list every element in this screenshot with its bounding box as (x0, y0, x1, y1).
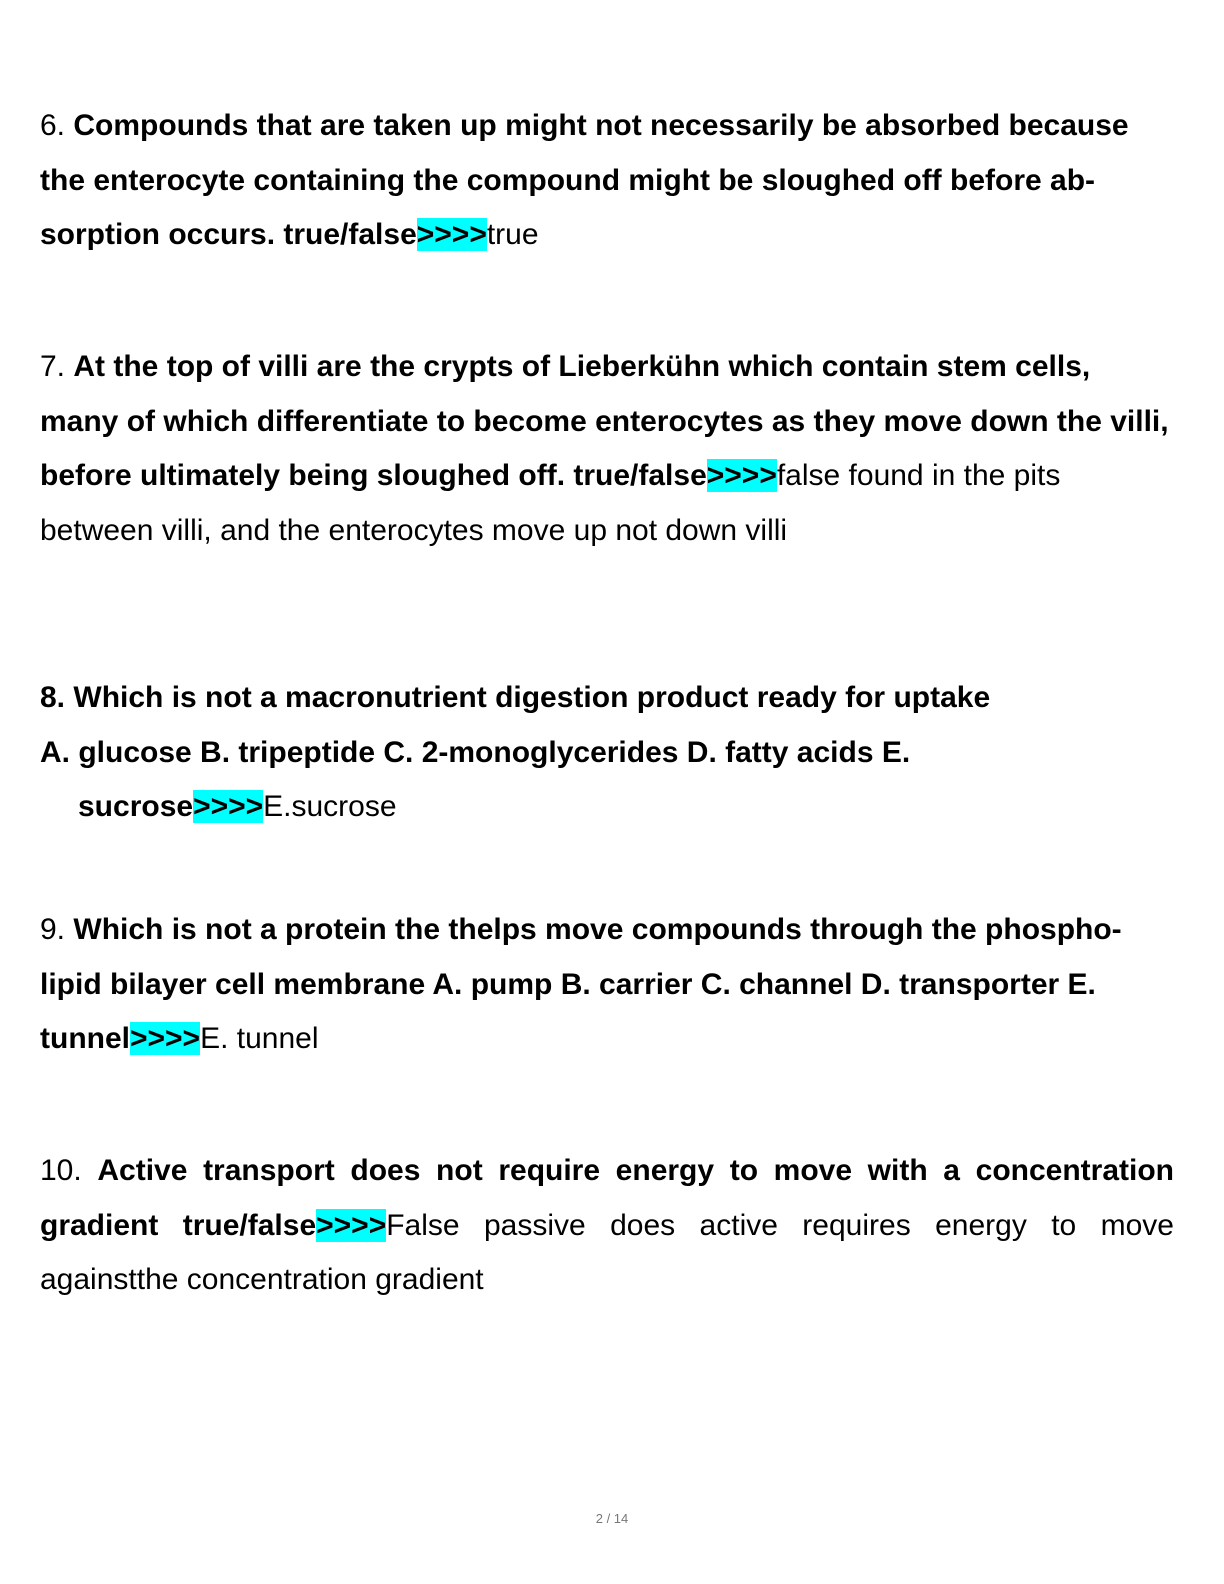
question-number: 9. (40, 913, 66, 946)
answer-marker: >>>> (193, 790, 264, 823)
question-text-continued: sucrose (78, 790, 194, 823)
answer-text: E.sucrose (263, 790, 397, 823)
question-text: Which is not a protein the thelps move compounds through the phospho- lipid bilayer cell membrane A. pump B. carrier C. channel D. transporter E. tunnel (40, 913, 1122, 1055)
question-text: Active transport does not require energy to move with a concentration gradient true/false (40, 1154, 1174, 1242)
question-text: Compounds that are taken up might not necessarily be absorbed because the enterocyte containing the compound might be sloughed off before ab- sorption occurs. true/false (40, 109, 1129, 251)
question-number: 6. (40, 109, 66, 142)
answer-marker: >>>> (416, 218, 487, 251)
question-number: 10. (40, 1154, 82, 1187)
question-text-line (40, 671, 1174, 726)
answer-text: E. tunnel (200, 1022, 319, 1055)
question-10 (40, 1144, 1174, 1308)
question-6 (40, 99, 1174, 263)
question-9 (40, 903, 1174, 1067)
page-indicator: 2 / 14 (595, 1511, 629, 1526)
answer-marker: >>>> (706, 459, 777, 492)
answer-text: false found in the pits between villi, and the enterocytes move up not down villi (40, 459, 1061, 547)
answer-marker: >>>> (316, 1208, 387, 1242)
question-text: At the top of villi are the crypts of Lieberkühn which contain stem cells, many of which differentiate to become enterocytes as they move down the villi, before ultimately being sloughed off. true/false (40, 350, 1169, 492)
question-8 (40, 671, 1174, 835)
question-number: 7. (40, 350, 66, 383)
question-text: Which is not a macronutrient digestion product ready for uptake (73, 681, 991, 714)
answer-text: False passive does active requires energy to move againstthe concentration gradient (40, 1208, 1174, 1296)
question-options-line-continued (40, 780, 1174, 835)
answer-marker: >>>> (130, 1022, 201, 1055)
question-number: 8. (40, 681, 66, 714)
question-7 (40, 340, 1174, 558)
answer-text: true (486, 218, 539, 251)
question-options-line: A. glucose B. tripeptide C. 2-monoglycerides D. fatty acids E. (40, 735, 911, 769)
